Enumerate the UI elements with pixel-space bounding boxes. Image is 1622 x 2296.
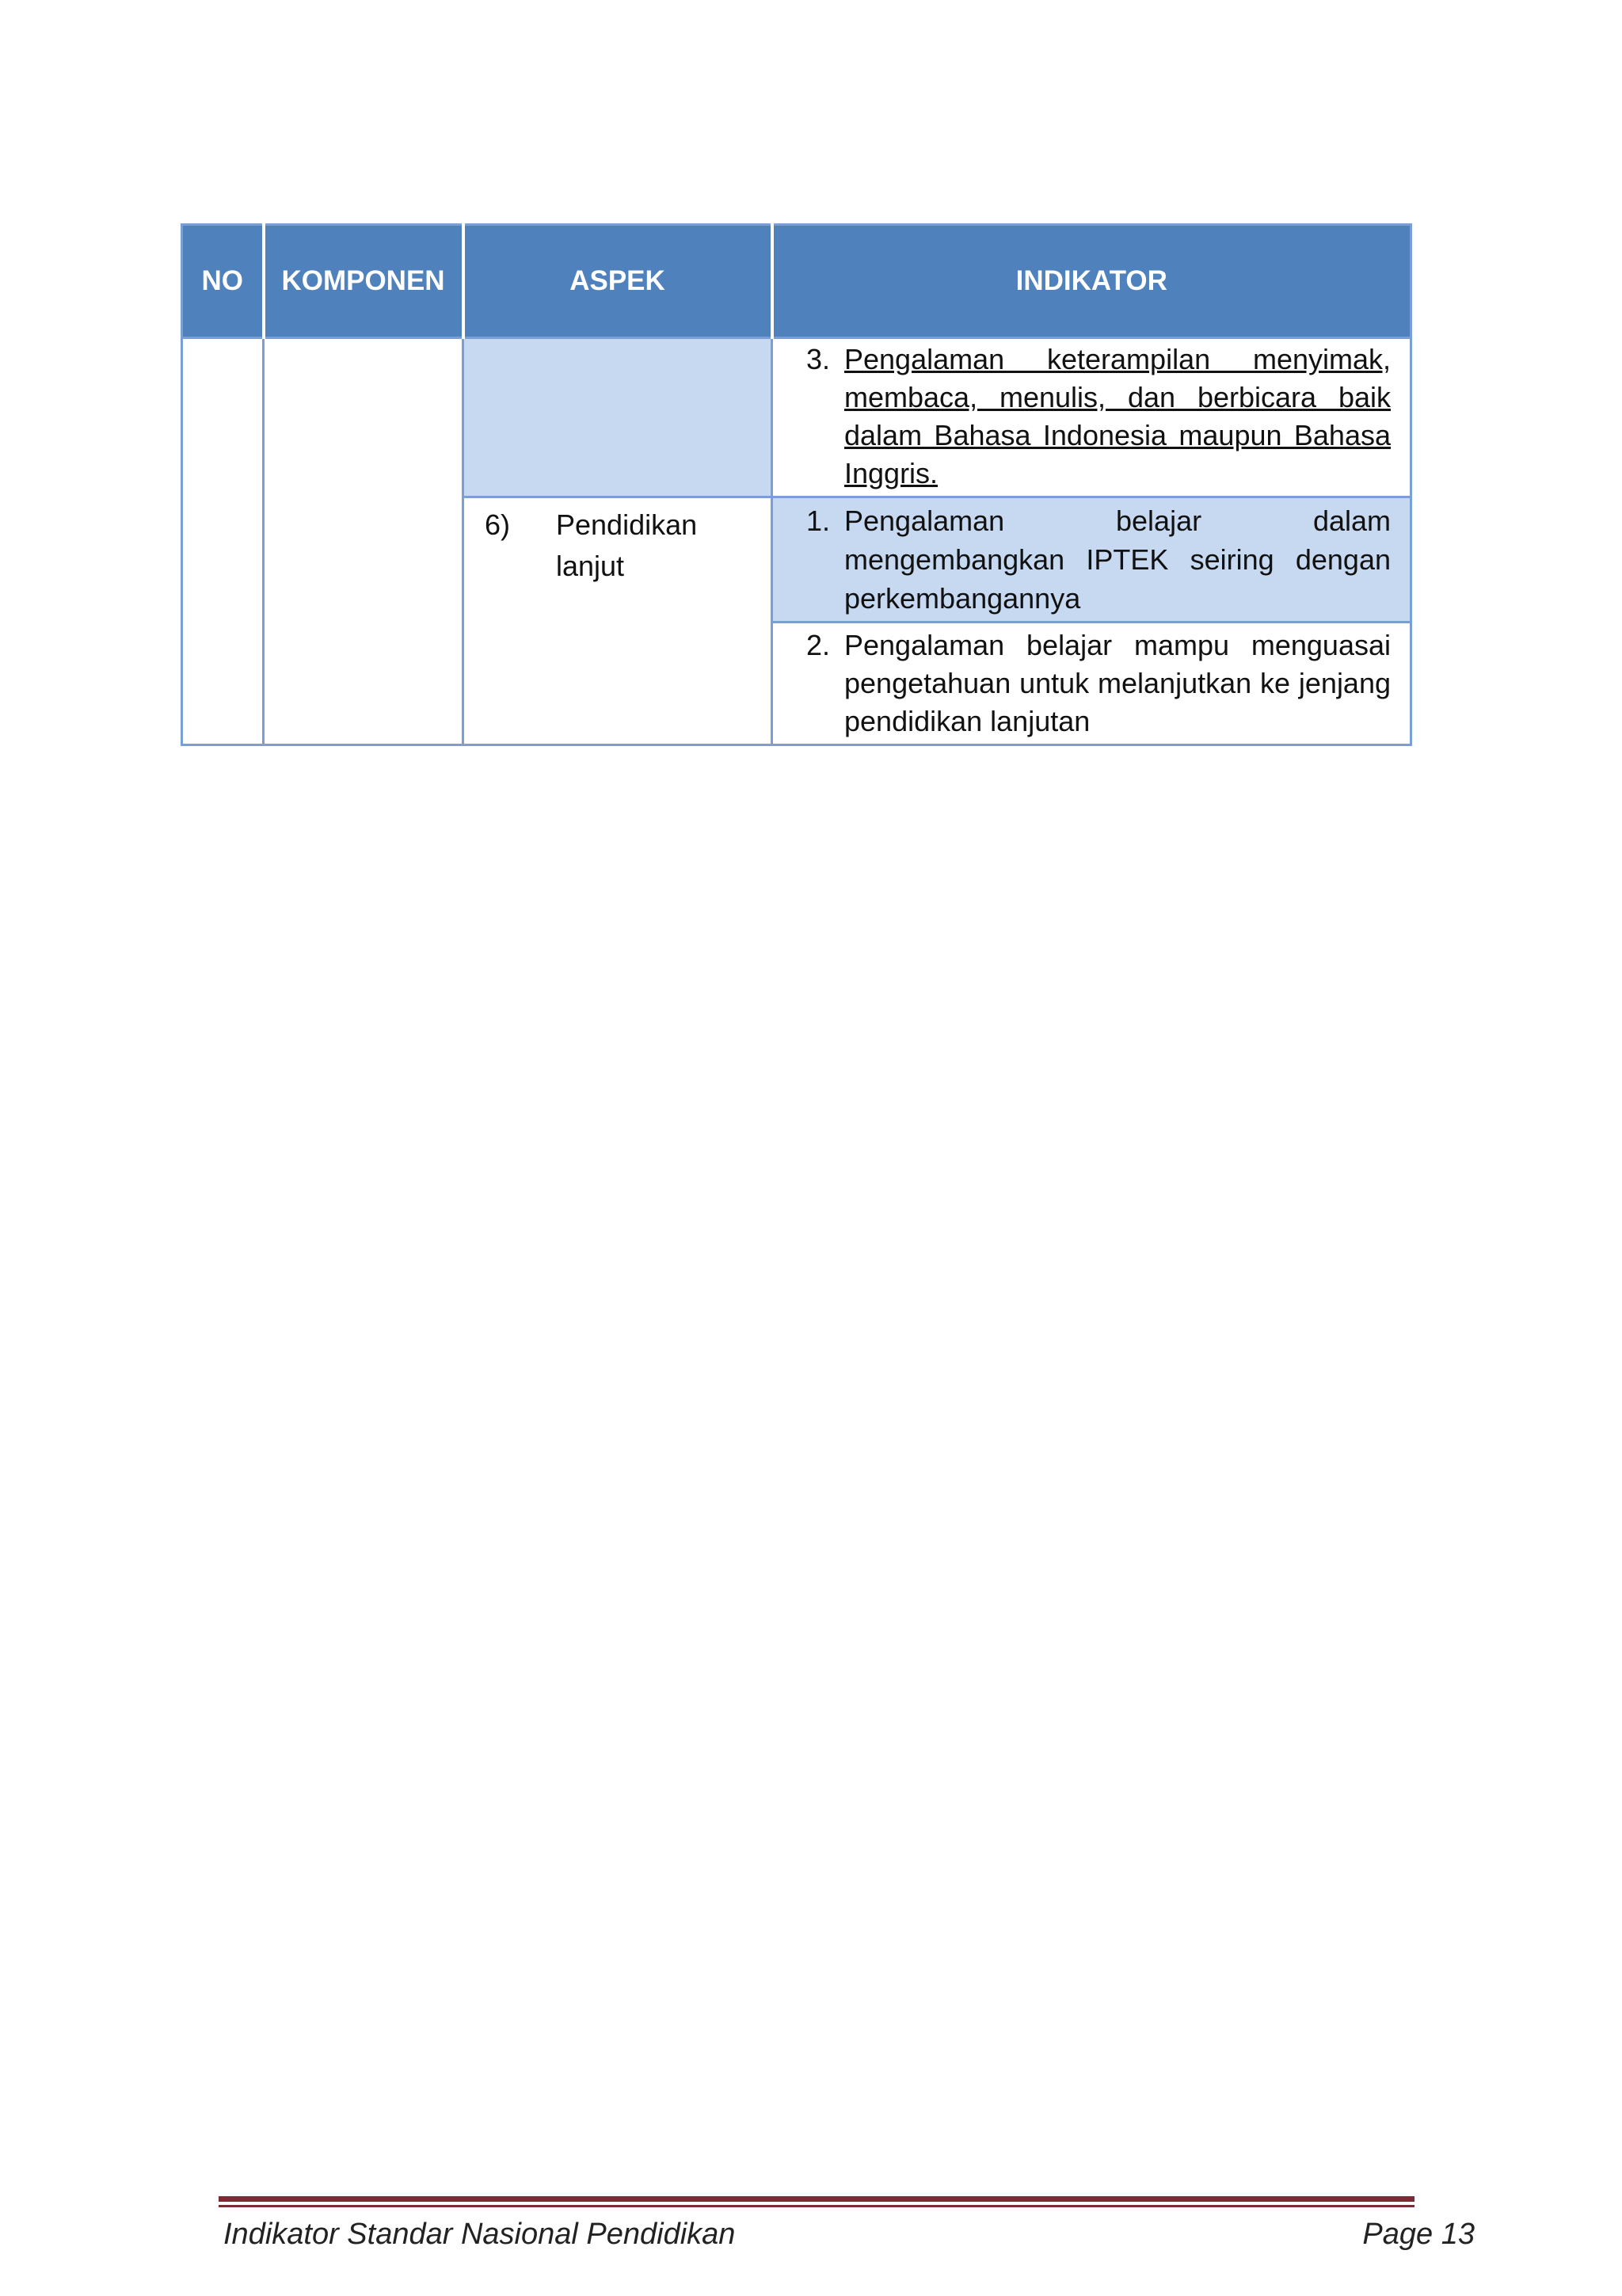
- table-row: [182, 338, 1411, 497]
- indicator-text: Pengalaman belajar mampu menguasai pengetahuan untuk melanjutkan ke jenjang pendidikan lanjutan: [844, 629, 1391, 737]
- header-komponen: KOMPONEN: [264, 225, 463, 338]
- cell-aspek-empty: [463, 338, 772, 497]
- cell-komponen: [264, 338, 463, 745]
- cell-no: [182, 338, 264, 745]
- footer-divider-thin: [219, 2205, 1414, 2207]
- header-indikator: INDIKATOR: [772, 225, 1411, 338]
- indicator-table: [181, 223, 1412, 746]
- aspek-number: 6): [485, 508, 511, 541]
- cell-indicator: [772, 623, 1411, 745]
- page-number: Page 13: [1362, 2218, 1475, 2251]
- indicator-number: 1.: [805, 505, 831, 537]
- indicator-text: Pengalaman belajar dalam mengembangkan IPTEK seiring dengan perkembangannya: [844, 505, 1391, 615]
- aspek-label: Pendidikan lanjut: [556, 508, 698, 582]
- cell-indicator: [772, 338, 1411, 497]
- cell-aspek: [463, 497, 772, 745]
- indicator-number: 3.: [805, 343, 831, 375]
- header-no: NO: [182, 225, 264, 338]
- footer-title: Indikator Standar Nasional Pendidikan: [223, 2218, 736, 2251]
- header-aspek: ASPEK: [463, 225, 772, 338]
- indicator-number: 2.: [805, 629, 831, 661]
- table-header-row: [182, 225, 1411, 338]
- cell-indicator: [772, 497, 1411, 623]
- footer-divider: [219, 2196, 1414, 2202]
- indicator-text: Pengalaman keterampilan menyimak, membaca, menulis, dan berbicara baik dalam Bahasa Indonesia maupun Bahasa Inggris.: [844, 343, 1391, 489]
